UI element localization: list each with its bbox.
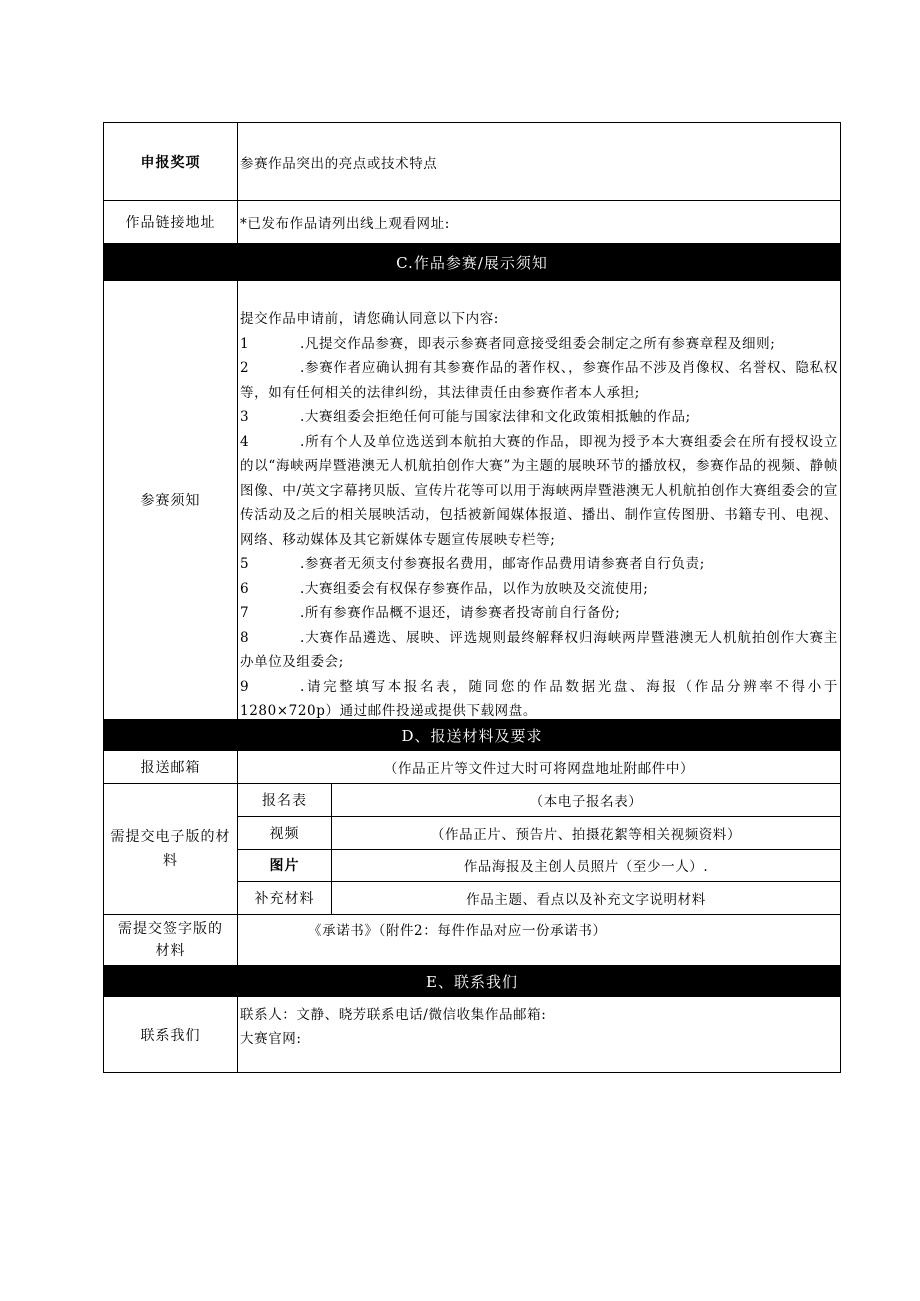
notice-intro: 提交作品申请前，请您确认同意以下内容: <box>240 311 499 327</box>
notice-item <box>240 332 838 357</box>
material-row <box>238 850 840 883</box>
notice-item-text: .所有参赛作品概不退还，请参赛者投寄前自行备份; <box>300 605 621 621</box>
notice-item-text: .大赛组委会有权保存参赛作品，以作为放映及交流使用; <box>300 580 649 597</box>
material-value: （本电子报名表） <box>529 793 643 810</box>
link-label: 作品链接地址 <box>104 201 238 243</box>
material-label: 报名表 <box>238 784 332 816</box>
notice-item <box>240 601 838 626</box>
material-value: （作品正片、预告片、拍摄花絮等相关视频资料） <box>430 826 742 843</box>
notice-item <box>240 405 838 430</box>
material-row <box>238 882 840 914</box>
material-label: 图片 <box>238 850 332 882</box>
notice-item-text: .所有个人及单位选送到本航拍大赛的作品，即视为授予本大赛组委会在所有授权设立的以“海峡两岸暨港澳无人机航拍创作大赛”为主题的展映环节的播放权，参赛作品的视频、静帧图像、中/英文字幕拷贝版、宣传片花等可以用于海峡两岸暨港澳无人机航拍创作大赛组委会的宣传活动及之后的相关展映活动，包括被新闻媒体报道、播出、制作宣传图册、书籍专刊、电视、网络、移动媒体及其它新媒体专题宣传展映专栏等; <box>240 433 838 548</box>
notice-label: 参赛须知 <box>104 281 238 719</box>
electronic-materials-label: 需提交电子版的材料 <box>104 784 238 914</box>
signed-materials-label: 需提交签字版的材料 <box>104 915 238 965</box>
mailbox-row <box>104 751 840 784</box>
notice-item <box>240 356 838 405</box>
notice-item-text: .参赛作者应确认拥有其参赛作品的著作权、，参赛作品不涉及肖像权、名誉权、隐私权等，如有任何相关的法律纠纷，其法律责任由参赛作者本人承担; <box>240 360 838 401</box>
notice-item <box>240 675 838 724</box>
notice-item-text: .大赛组委会拒绝任何可能与国家法律和文化政策相抵触的作品; <box>300 409 691 425</box>
contact-line: 大赛官网: <box>240 1031 302 1047</box>
award-value: 参赛作品突出的亮点或技术特点 <box>240 155 438 172</box>
electronic-materials-row <box>104 784 840 915</box>
entry-form-table <box>103 122 841 1073</box>
notice-item-number: 8 <box>240 629 250 646</box>
notice-item <box>240 430 838 553</box>
material-value: 作品海报及主创人员照片（至少一人）. <box>463 859 709 876</box>
material-value: 作品主题、看点以及补充文字说明材料 <box>466 892 706 909</box>
contact-row <box>104 997 840 1072</box>
mailbox-label: 报送邮箱 <box>104 751 238 783</box>
notice-item-text: .凡提交作品参赛，即表示参赛者同意接受组委会制定之所有参赛章程及细则; <box>300 335 776 352</box>
award-label: 申报奖项 <box>104 123 238 200</box>
notice-item <box>240 552 838 577</box>
signed-materials-value: 《承诺书》（附件2：每件作品对应一份承诺书） <box>308 923 607 939</box>
section-c-header: C.作品参赛/展示须知 <box>104 244 840 281</box>
contact-line: 联系人：文静、晓芳联系电话/微信收集作品邮箱: <box>240 1007 547 1023</box>
notice-item <box>240 626 838 675</box>
notice-item-text: .请完整填写本报名表，随同您的作品数据光盘、海报（作品分辨率不得小于1280×720p）通过邮件投递或提供下载网盘。 <box>240 678 838 719</box>
material-row <box>238 784 840 817</box>
section-d-header: D、报送材料及要求 <box>104 720 840 751</box>
contact-label: 联系我们 <box>104 997 238 1072</box>
notice-item-number: 3 <box>240 409 250 425</box>
notice-item-text: .大赛作品遴选、展映、评选规则最终解释权归海峡两岸暨港澳无人机航拍创作大赛主办单位及组委会; <box>240 629 838 670</box>
notice-content <box>238 281 840 719</box>
section-e-header: E、联系我们 <box>104 966 840 997</box>
notice-row <box>104 281 840 720</box>
signed-materials-row <box>104 915 840 966</box>
material-row <box>238 817 840 850</box>
notice-list <box>240 332 838 724</box>
electronic-materials-table <box>238 784 840 914</box>
contact-content <box>238 997 840 1072</box>
link-value: *已发布作品请列出线上观看网址: <box>240 216 450 232</box>
notice-item-number: 5 <box>240 556 250 572</box>
notice-item-number: 6 <box>240 580 250 597</box>
notice-item-text: .参赛者无须支付参赛报名费用，邮寄作品费用请参赛者自行负责; <box>300 556 705 572</box>
material-label: 视频 <box>238 817 332 849</box>
notice-item-number: 9 <box>240 678 250 695</box>
notice-item-number: 4 <box>240 433 250 450</box>
notice-item-number: 1 <box>240 335 250 352</box>
notice-item-number: 2 <box>240 360 250 376</box>
link-row <box>104 201 840 244</box>
notice-item <box>240 577 838 602</box>
mailbox-value: （作品正片等文件过大时可将网盘地址附邮件中） <box>383 761 695 777</box>
award-row <box>104 123 840 201</box>
notice-item-number: 7 <box>240 605 250 621</box>
material-label: 补充材料 <box>238 882 332 914</box>
